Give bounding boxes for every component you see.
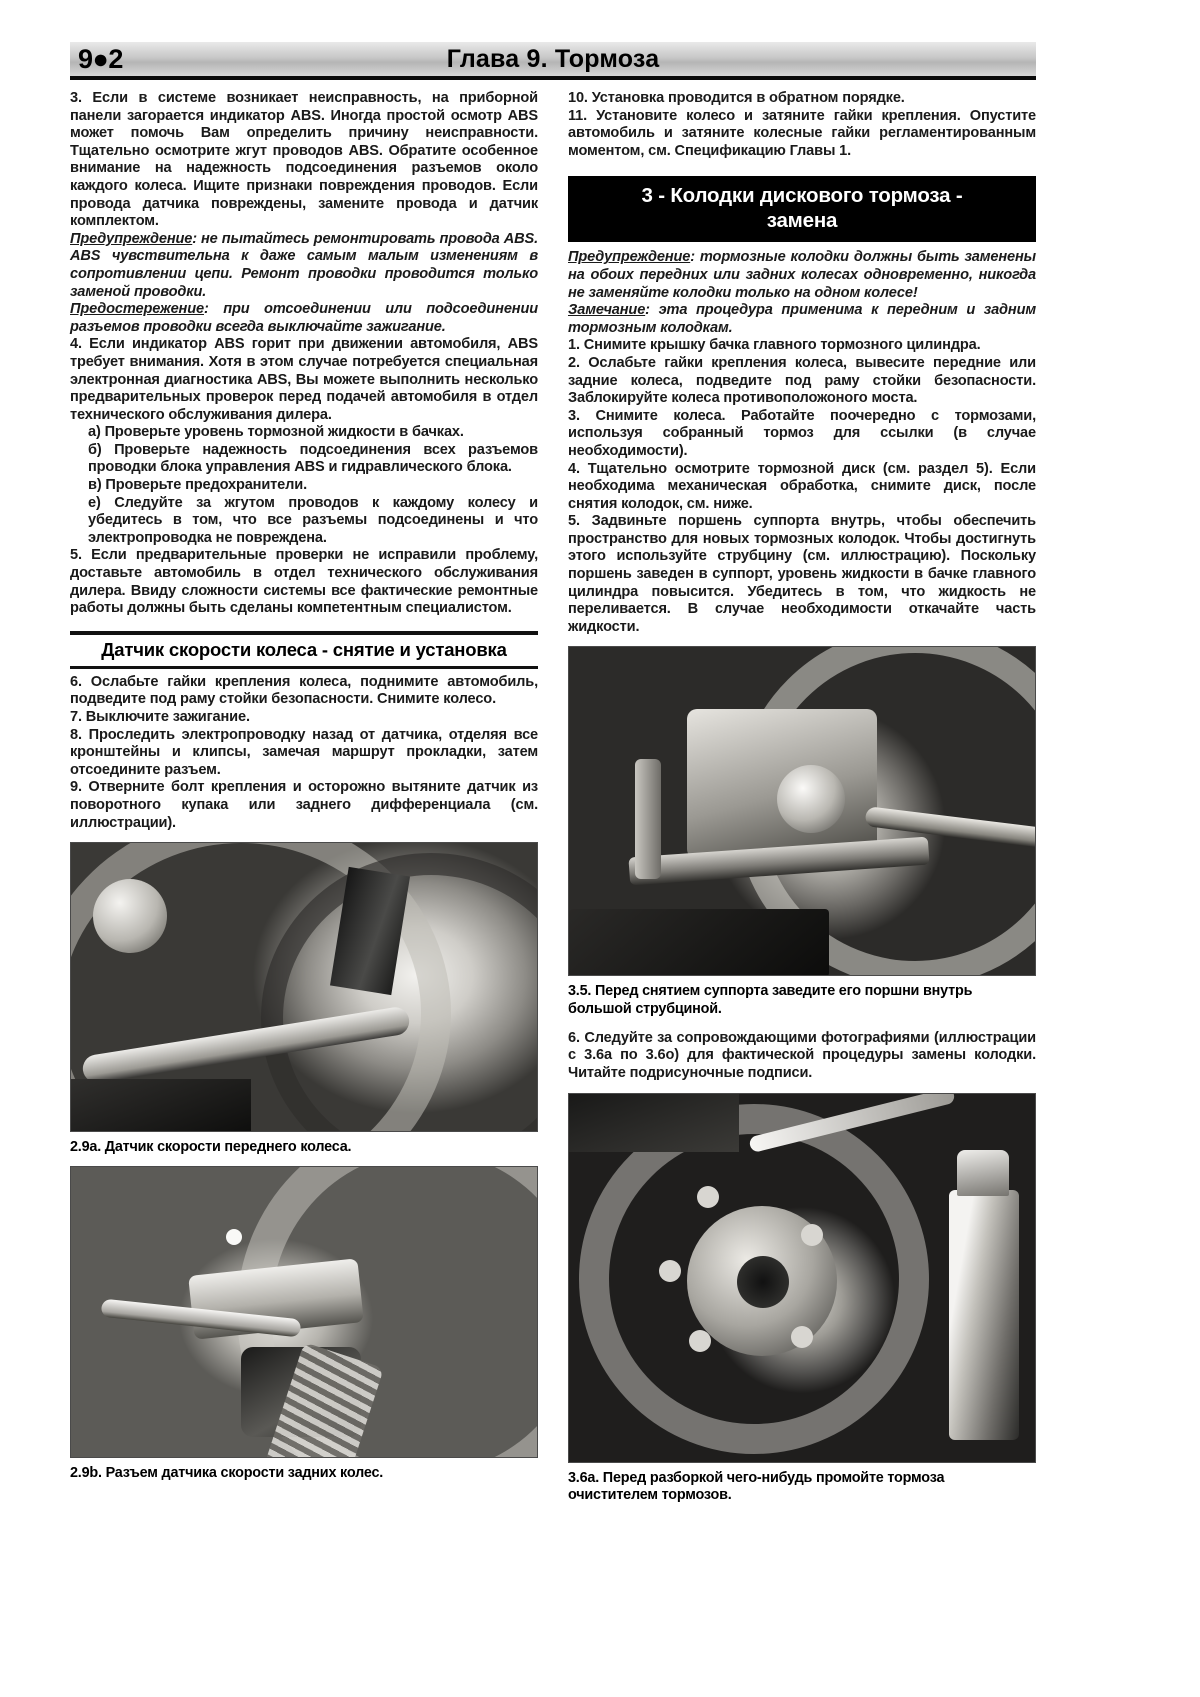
step-5 — [568, 513, 1036, 636]
figure-3-5 — [568, 646, 1036, 1017]
caliper-piston-clamp-photo — [568, 646, 1036, 976]
warning-1 — [70, 231, 538, 301]
paragraph-3: 3. Если в системе возникает неисправность, на приборной панели загорается индикатор ABS. Иногда простой осмотр ABS может помочь Вам определить причину неисправности. Тщательно осмотрите жгут проводов ABS. Обратите особенное внимание на надежность подсоединения разъемов около каждого колеса. Ищите признаки повреждения проводов. Если провода датчика повреждены, замените провода и датчик комплектом. — [70, 90, 538, 230]
warning-2-label: Предупреждение — [568, 249, 691, 266]
bolt-head-shape — [93, 879, 167, 953]
paragraph-9-text: 9. Отверните болт крепления и осторожно вытяните датчик из поворотного купака или заднего дифференциала — [70, 779, 538, 813]
left-column — [70, 90, 547, 1558]
shadow-shape — [71, 1079, 251, 1132]
folio-number: 9●2 — [78, 43, 123, 74]
manual-page — [70, 42, 1036, 1562]
figure-2-9b-caption: 2.9b. Разъем датчика скорости задних колес. — [70, 1465, 384, 1482]
caution-1 — [70, 301, 538, 336]
paragraph-6: 6. Ослабьте гайки крепления колеса, поднимите автомобиль, подведите под раму стойки безопасности. Снимите колесо. — [70, 673, 538, 708]
warning-1-label: Предупреждение — [70, 230, 193, 247]
step-6-text-a: 6. Следуйте за сопровождающими фотографиями — [568, 1029, 934, 1046]
paragraph-7: 7. Выключите зажигание. — [70, 709, 250, 725]
paragraph-4-sub-e: е) Следуйте за жгутом проводов к каждому колесу и убедитесь в том, что все разъемы подсоединены и что электропроводка не повреждена. — [88, 494, 538, 546]
spray-can-shape — [949, 1190, 1019, 1440]
column-gutter — [547, 90, 559, 1558]
paragraph-9 — [70, 779, 538, 832]
section-banner-line-2: замена — [766, 209, 838, 233]
step-5-emphasis: (см. иллюстрацию). — [802, 548, 951, 565]
brake-cleaner-spray-photo — [568, 1093, 1036, 1463]
figure-2-9b — [70, 1166, 538, 1482]
lug-stud-4-shape — [689, 1330, 711, 1352]
lug-stud-3-shape — [791, 1326, 813, 1348]
lug-stud-1-shape — [697, 1186, 719, 1208]
caution-1-label: Предостережение — [70, 301, 204, 318]
figure-2-9a-caption: 2.9а. Датчик скорости переднего колеса. — [70, 1139, 352, 1156]
highlight-dot-shape — [226, 1229, 242, 1245]
right-column — [559, 90, 1036, 1558]
step-3: 3. Снимите колеса. Работайте поочередно с тормозами, используя собранный тормоз для ссылки (в случае необходимости). — [568, 407, 1036, 459]
page-title: Глава 9. Тормоза — [446, 44, 660, 73]
paragraph-4-sub-a: а) Проверьте уровень тормозной жидкости в бачках. — [88, 424, 464, 441]
paragraph-4-sub-v: в) Проверьте предохранители. — [88, 477, 307, 494]
figure-2-9a — [70, 842, 538, 1156]
figure-3-5-caption: 3.5. Перед снятием суппорта заведите его поршни внутрь большой струбциной. — [568, 983, 973, 1017]
hub-bore-shape — [737, 1256, 789, 1308]
spray-nozzle-shape — [957, 1150, 1009, 1196]
caution-1-text: : при отсоединении или подсоединении разъемов проводки всегда выключайте зажигание. — [70, 301, 538, 335]
front-wheel-speed-sensor-photo — [70, 842, 538, 1132]
lug-stud-5-shape — [659, 1260, 681, 1282]
paragraph-5: 5. Если предварительные проверки не исправили проблему, доставьте автомобиль в отдел технического обслуживания дилера. Ввиду сложности системы все фактические ремонтные работы должны быть сделаны компетентным специалистом. — [70, 547, 538, 617]
note-1-label: Замечание — [568, 302, 646, 319]
step-2: 2. Ослабьте гайки крепления колеса, вывесите передние или задние колеса, подведите под раму стойки безопасности. Заблокируйте колеса противоположоного моста. — [568, 354, 1036, 407]
warning-1-text: : не пытайтесь ремонтировать провода ABS. ABS чувствительна к даже самым малым изменениям в сопротивлении цепи. Ремонт проводки проводится только заменой проводки. — [70, 230, 538, 300]
step-6-emphasis: (иллюстрации с 3.6а по 3.6о) — [568, 1029, 1036, 1064]
figure-3-6a — [568, 1093, 1036, 1504]
warning-2 — [568, 249, 1036, 302]
top-shadow-shape — [569, 1094, 739, 1152]
step-6 — [568, 1030, 1036, 1083]
step-1: 1. Снимите крышку бачка главного тормозного цилиндра. — [568, 337, 981, 354]
section-banner-disc-brake-pads — [568, 176, 1036, 242]
step-4: 4. Тщательно осмотрите тормозной диск (см. раздел 5). Если необходима механическая обработка, снимите диск, после снятия колодок, см. ниже. — [568, 460, 1036, 512]
clamp-jaw-shape — [635, 759, 661, 879]
paragraph-4-sub-b: б) Проверьте надежность подсоединения всех разъемов проводки блока управления ABS и гидравлического блока. — [88, 441, 538, 476]
section-banner-line-1: 3 - Колодки дискового тормоза - — [641, 184, 963, 208]
paragraph-10: 10. Установка проводится в обратном порядке. — [568, 90, 905, 106]
paragraph-4: 4. Если индикатор ABS горит при движении автомобиля, ABS требует внимания. Хотя в этом случае потребуется специальная электронная диагностика ABS, Вы можете выполнить несколько предварительных проверок перед подачей автомобиля в отдел технического обслуживания дилера. — [70, 336, 538, 423]
two-column-body — [70, 90, 1036, 1558]
page-header — [70, 42, 1036, 80]
lug-stud-2-shape — [801, 1224, 823, 1246]
rear-wheel-speed-sensor-connector-photo — [70, 1166, 538, 1458]
paragraph-11: 11. Установите колесо и затяните гайки крепления. Опустите автомобиль и затяните колесные гайки регламентированным моментом, см. Спецификацию Главы 1. — [568, 107, 1036, 159]
warning-2-text: : тормозные колодки должны быть заменены на обоих передних или задних колесах одновременно, никогда не заменяйте колодки только на одном колесе! — [568, 249, 1036, 301]
lower-shadow-shape — [569, 909, 829, 976]
wheel-stud-shape — [777, 765, 845, 833]
step-5-text-b: Поскольку поршень заведен в суппорт, уровень жидкости в бачке главного цилиндра повысится. Убедитесь в том, что жидкость не переливается. В случае необходимости откачайте часть жидкости. — [568, 548, 1036, 635]
step-6-text-b: для фактической процедуры замены колодки. Читайте подрисуночные подписи. — [568, 1047, 1036, 1082]
paragraph-8: 8. Проследить электропроводку назад от датчика, отделяя все кронштейны и клипсы, замечая маршрут прокладки, затем отсоедините разъем. — [70, 726, 538, 778]
figure-3-6a-caption: 3.6а. Перед разборкой чего-нибудь промойте тормоза очистителем тормозов. — [568, 1469, 945, 1503]
step-5-text-a: 5. Задвиньте поршень суппорта внутрь, чтобы обеспечить пространство для новых тормозных колодок. Чтобы достигнуть этого используйте струбцину — [568, 513, 1036, 565]
note-1-text: : эта процедура применима к передним и задним тормозным колодкам. — [568, 302, 1036, 336]
section-heading-wheel-speed-sensor — [70, 631, 538, 669]
section-heading-label: Датчик скорости колеса - снятие и установка — [101, 638, 507, 660]
paragraph-9-emphasis: (см. иллюстрации). — [70, 796, 538, 831]
note-1 — [568, 302, 1036, 337]
